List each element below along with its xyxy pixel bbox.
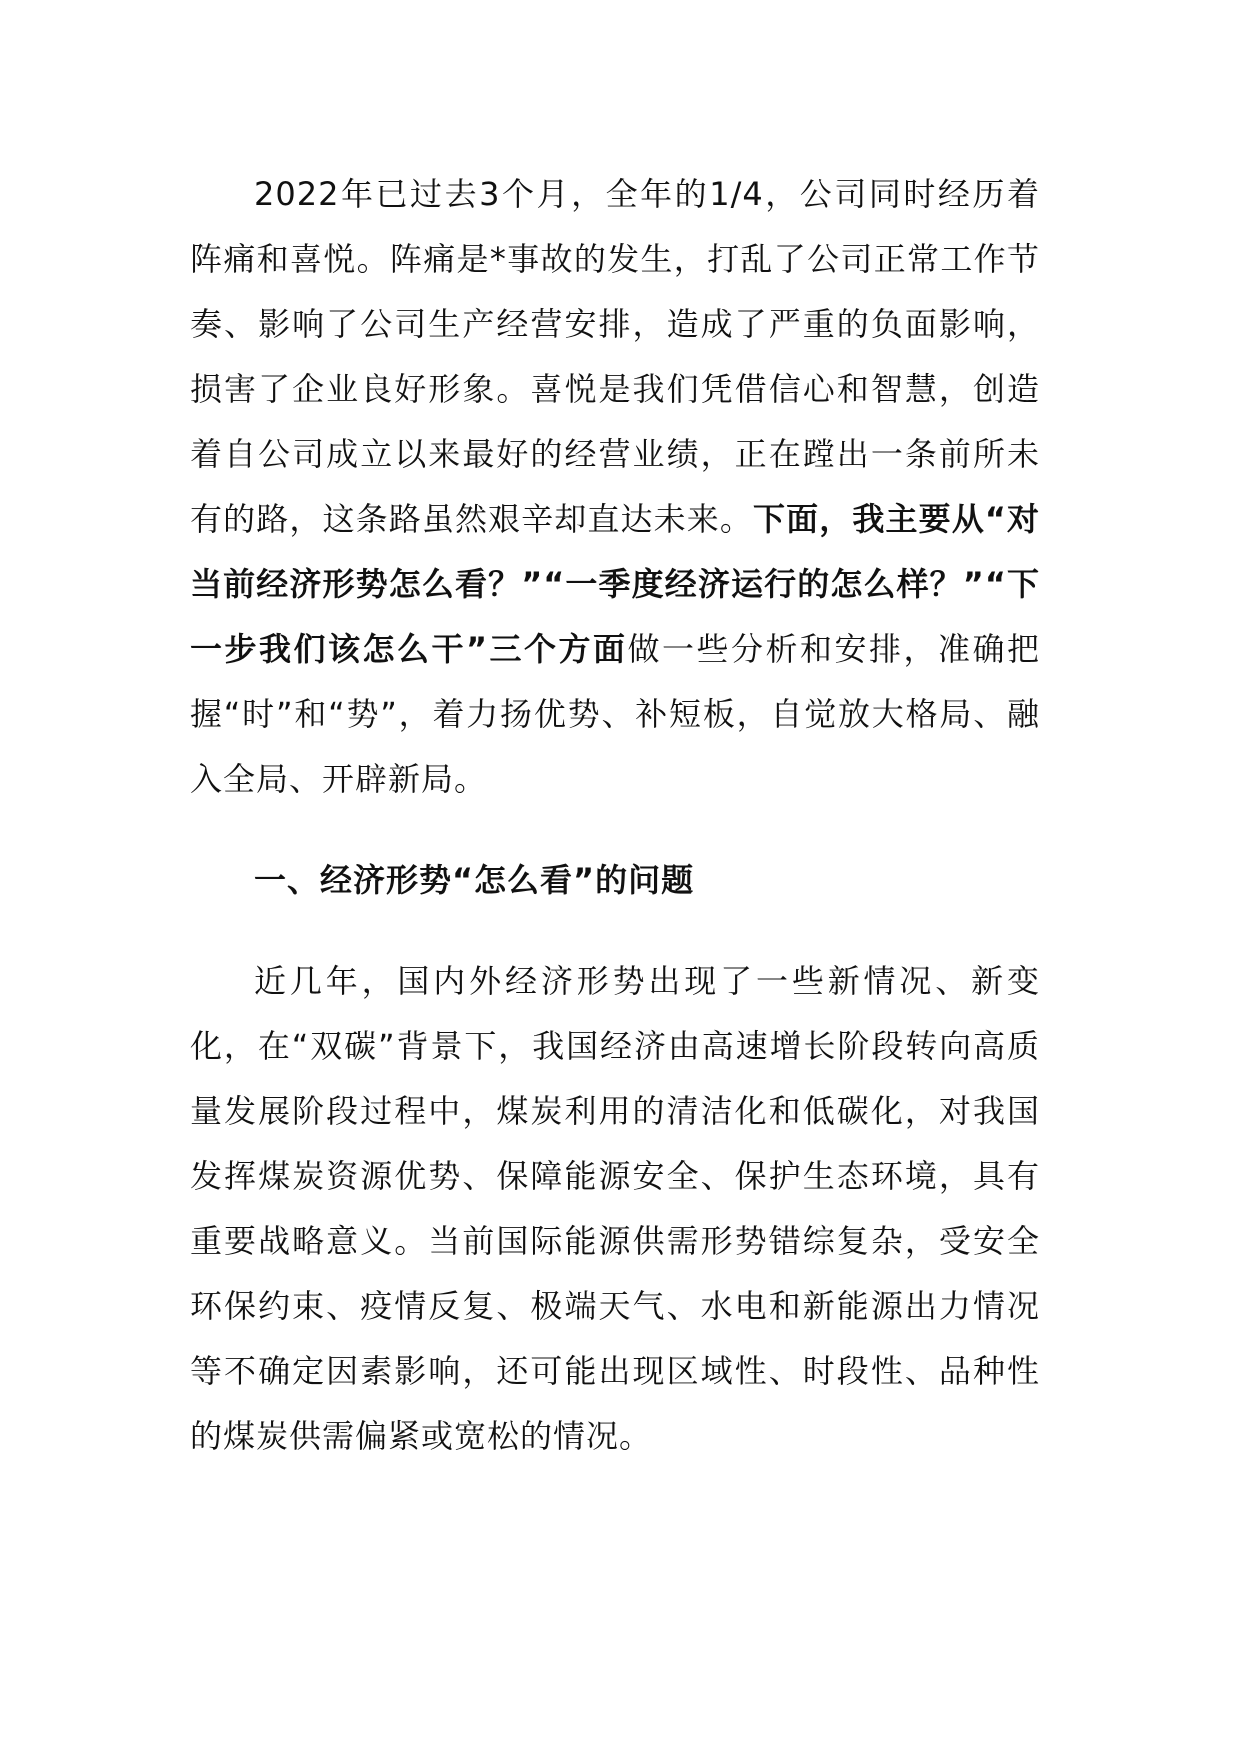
- intro-text: 2022年已过去3个月，全年的1/4，公司同时经历着阵痛和喜悦。阵痛是*事故的发生，打乱了公司正常工作节奏、影响了公司生产经营安排，造成了严重的负面影响，损害了企业良好形象。喜悦是我们凭借信心和智慧，创造着自公司成立以来最好的经营业绩，正在蹚出一条前所未有的路，这条路虽然艰辛却直达未来。: [190, 175, 1040, 538]
- intro-bold-text: 下面，我主要从“对当前经济形势怎么看？”“一季度经济运行的怎么样？”“下一步我们该怎么干”三个方面: [190, 500, 1040, 668]
- intro-text-continued: 做一些分析和安排，准确把握“时”和“势”，着力扬优势、补短板，自觉放大格局、融入全局、开辟新局。: [190, 630, 1040, 798]
- section-heading: 一、经济形势“怎么看”的问题: [254, 861, 695, 899]
- document-page: [190, 162, 1040, 1469]
- section-paragraph: 近几年，国内外经济形势出现了一些新情况、新变化，在“双碳”背景下，我国经济由高速增长阶段转向高质量发展阶段过程中，煤炭利用的清洁化和低碳化，对我国发挥煤炭资源优势、保障能源安全、保护生态环境，具有重要战略意义。当前国际能源供需形势错综复杂，受安全环保约束、疫情反复、极端天气、水电和新能源出力情况等不确定因素影响，还可能出现区域性、时段性、品种性的煤炭供需偏紧或宽松的情况。: [190, 962, 1040, 1455]
- intro-paragraph: [190, 162, 1040, 812]
